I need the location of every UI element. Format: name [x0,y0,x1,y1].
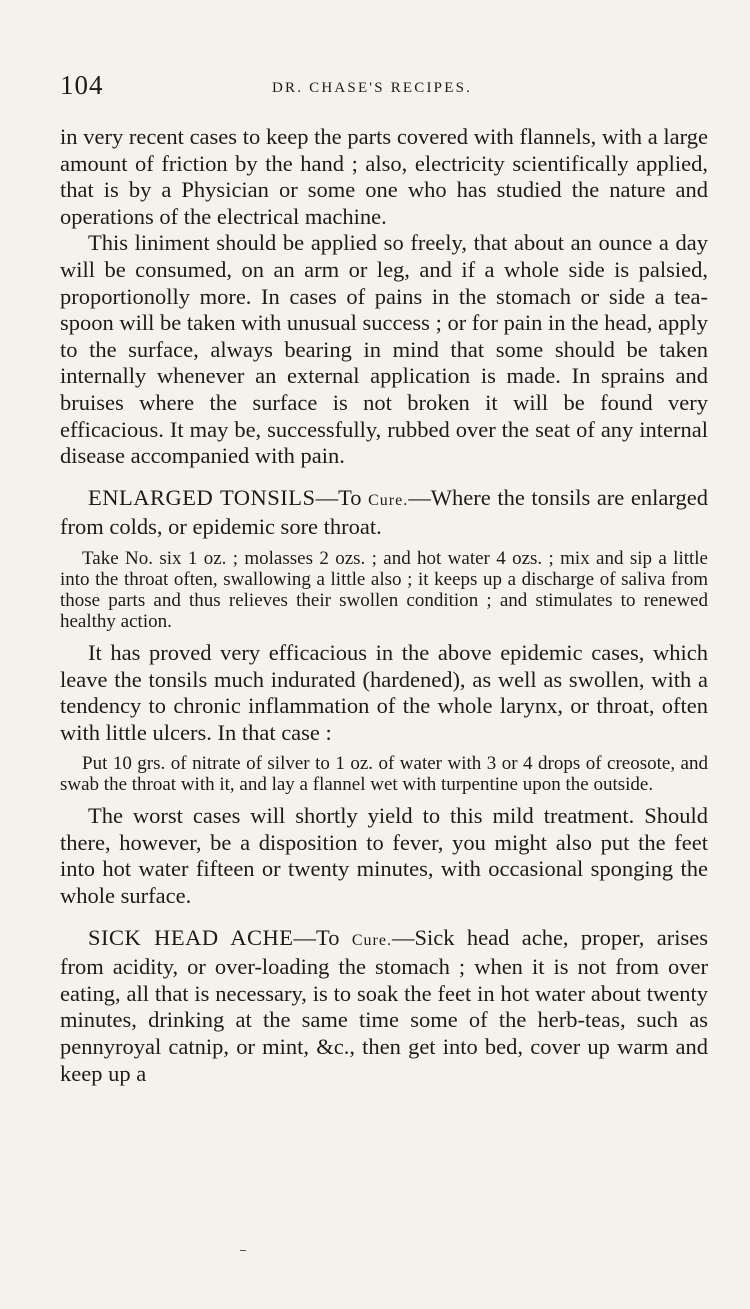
recipe-tonsils: Take No. six 1 oz. ; molasses 2 ozs. ; and hot water 4 ozs. ; mix and sip a little into the throat often, swallowing a little also ; it keeps up a discharge of saliva from those parts and thus relieves their swollen condition ; and stimulates to renewed healthy action. [60,547,708,632]
headache-text: —Sick head ache, proper, arises from acidity, or over-loading the stomach ; when it is not from over eating, all that is necessary, is to soak the feet in hot water about twenty minutes, drinking at the same time some of the herb-teas, such as pennyroyal catnip, or mint, &c., then get into bed, cover up warm and keep up a [60,924,708,1086]
paragraph-efficacious: It has proved very efficacious in the above epidemic cases, which leave the tonsils much indurated (hardened), as well as swollen, with a tendency to chronic inflammation of the whole larynx, or throat, often with little ulcers. In that case : [60,639,708,745]
headache-cure: Cure. [351,931,392,949]
running-head: DR. CHASE'S RECIPES. [272,80,473,96]
headache-title: SICK HEAD ACHE [88,924,294,950]
footer-mark [240,1250,246,1251]
page-header [60,0,706,130]
recipe-heading-tonsils [60,485,708,541]
paragraph-liniment: This liniment should be applied so freely, that about an ounce a day will be consumed, on an arm or leg, and if a whole side is palsied, proportionolly more. In cases of pains in the stomach or side a tea-spoon will be taken with unusual success ; or for pain in the head, apply to the surface, always bearing in mind that some should be taken internally whenever an external application is made. In sprains and bruises where the surface is not broken it will be found very efficacious. It may be, successfully, rubbed over the seat of any internal disease accompanied with pain. [60,230,708,469]
page-number: 104 [60,70,104,100]
tonsils-cure: Cure. [368,491,409,509]
tonsils-intro: —Where the tonsils are enlarged from colds, or epidemic sore throat. [60,484,708,540]
paragraph-continuation: in very recent cases to keep the parts covered with flannels, with a large amount of friction by the hand ; also, electricity scientifically applied, that is by a Physician or some one who has studied the nature and operations of the electrical machine. [60,124,708,229]
recipe-silver-nitrate: Put 10 grs. of nitrate of silver to 1 oz. of water with 3 or 4 drops of creosote, and swab the throat with it, and lay a flannel wet with turpentine upon the outside. [60,753,708,796]
recipe-heading-headache [60,925,708,1088]
paragraph-worst-cases: The worst cases will shortly yield to this mild treatment. Should there, however, be a disposition to fever, you might also put the feet into hot water fifteen or twenty minutes, with occasional sponging the whole surface. [60,803,708,909]
tonsils-dash: —To [315,484,369,510]
body-text [60,124,708,1087]
tonsils-title: ENLARGED TONSILS [88,484,316,510]
headache-dash: —To [293,924,352,950]
